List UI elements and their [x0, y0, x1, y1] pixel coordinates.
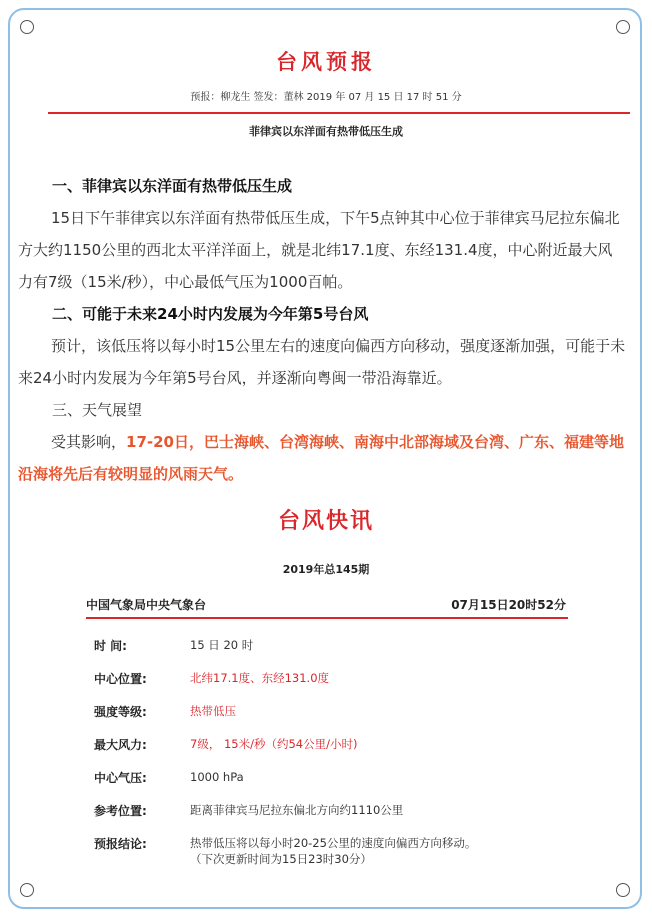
section3-intro: 受其影响， — [51, 433, 127, 451]
punch-hole-icon — [20, 883, 34, 897]
bulletin-divider — [86, 617, 568, 619]
row-label-max-wind: 最大风力: — [94, 738, 147, 752]
forecaster-line: 预报：柳龙生 签发：董林 2019 年 07 月 15 日 17 时 51 分 — [190, 92, 462, 103]
row-value-next-update: （下次更新时间为15日23时30分） — [190, 852, 372, 866]
row-value-max-wind: 7级， 15米/秒（约54公里/小时) — [190, 737, 358, 751]
section3-heading: 三、天气展望 — [52, 401, 143, 419]
subheadline: 菲律宾以东洋面有热带低压生成 — [249, 125, 403, 138]
section3-highlight: 17-20日，巴士海峡、台湾海峡、南海中北部海域及台湾、广东、福建等地沿海将先后有较明显的风雨天气。 — [18, 433, 624, 483]
bulletin-time: 07月15日20时52分 — [451, 598, 566, 612]
title-divider — [48, 112, 630, 114]
section1-heading: 一、菲律宾以东洋面有热带低压生成 — [52, 177, 293, 195]
row-value-intensity: 热带低压 — [190, 704, 236, 718]
section3-body — [18, 426, 626, 490]
bulletin-org: 中国气象局中央气象台 — [86, 598, 207, 612]
row-value-pressure: 1000 hPa — [190, 770, 244, 784]
punch-hole-icon — [20, 20, 34, 34]
section2-heading: 二、可能于未来24小时内发展为今年第5号台风 — [52, 305, 369, 323]
row-value-reference-position: 距离菲律宾马尼拉东偏北方向约1110公里 — [190, 803, 404, 817]
forecast-title: 台风预报 — [276, 50, 376, 74]
row-label-reference-position: 参考位置: — [94, 804, 147, 818]
section1-body: 15日下午菲律宾以东洋面有热带低压生成，下午5点钟其中心位于菲律宾马尼拉东偏北方大约1150公里的西北太平洋洋面上，就是北纬17.1度、东经131.4度，中心附近最大风力有7级（15米/秒），中心最低气压为1000百帕。 — [18, 209, 620, 291]
row-label-time: 时 间: — [94, 639, 127, 653]
row-label-conclusion: 预报结论: — [94, 837, 147, 851]
row-label-pressure: 中心气压: — [94, 771, 147, 785]
section2-body: 预计，该低压将以每小时15公里左右的速度向偏西方向移动，强度逐渐加强，可能于未来24小时内发展为今年第5号台风，并逐渐向粤闽一带沿海靠近。 — [18, 337, 626, 387]
punch-hole-icon — [616, 883, 630, 897]
row-label-center-position: 中心位置: — [94, 672, 147, 686]
row-value-conclusion: 热带低压将以每小时20-25公里的速度向偏西方向移动。 — [190, 836, 477, 850]
bulletin-title: 台风快讯 — [277, 509, 374, 534]
bulletin-issue: 2019年总145期 — [282, 563, 370, 576]
punch-hole-icon — [616, 20, 630, 34]
row-value-time: 15 日 20 时 — [190, 638, 254, 652]
row-label-intensity: 强度等级: — [94, 705, 147, 719]
row-value-center-position: 北纬17.1度、东经131.0度 — [190, 671, 330, 685]
